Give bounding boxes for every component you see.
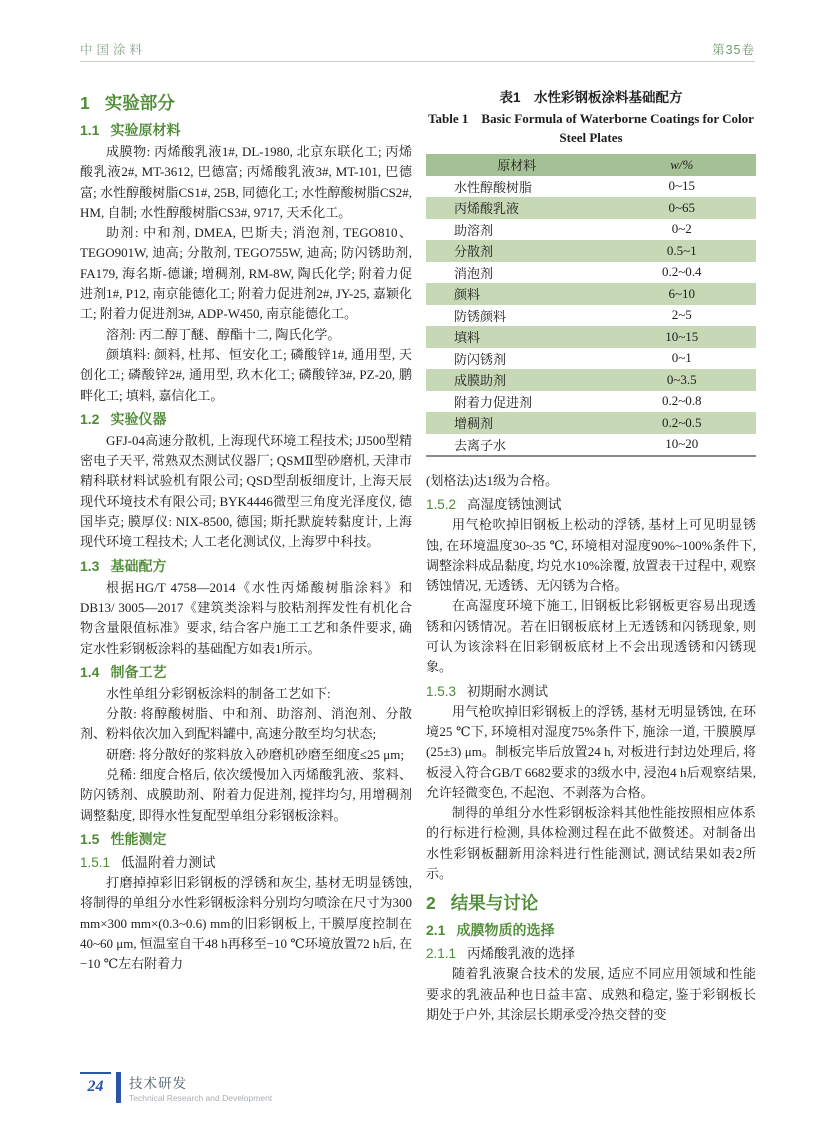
table-row xyxy=(426,391,756,413)
section-1-5-3-heading xyxy=(426,680,756,700)
paragraph-solvents: 溶剂: 丙二醇丁醚、醇酯十二, 陶氏化学。 xyxy=(106,326,341,342)
section-title: 成膜物质的选择 xyxy=(456,922,555,939)
section-title: 性能测定 xyxy=(110,830,167,847)
page-footer xyxy=(80,1072,272,1103)
section-title: 结果与讨论 xyxy=(450,893,539,914)
fraction-cell: 0~65 xyxy=(668,199,696,215)
fraction-cell: 0.2~0.4 xyxy=(661,264,702,280)
section-title: 实验原材料 xyxy=(110,122,181,138)
paragraph-dilution: 兑稀: 细度合格后, 依次缓慢加入丙烯酸乳液、浆料、防闪锈剂、成膜助剂、附着力促进剂, 搅拌均匀, 用增稠剂调整黏度, 即得水性复配型单组分彩钢板涂料。 xyxy=(80,767,412,823)
table-row xyxy=(426,283,756,305)
paragraph-instruments: GFJ-04高速分散机, 上海现代环境工程技术; JJ500型精密电子天平, 常熟双杰测试仪器厂; QSMⅡ型砂磨机, 天津市精科联材料试验机有限公司; QSD型刮板细度计, 上海天辰现代环境技术有限公司; BYK4446微型三角度光泽度仪, 德国毕克; 膜厚仪: NIX-8500, 德国; 斯托默旋转黏度计, 上海现代环境工程技术; 人工老化测试仪, 上海罗中科技。 xyxy=(80,432,412,550)
paragraph-water-resistance-test: 用气枪吹掉旧彩钢板上的浮锈, 基材无明显锈蚀, 在环境25 ℃下, 环境相对湿度75%条件下, 施涂一道, 干膜膜厚(25±3) μm。制板完毕后放置24 h, 对板进行封边处理后, 将板浸入符合GB/T 6682要求的3级水中, 浸泡4 h后观察结果, 允许轻微变色, 不起泡、不剥落为合格。 xyxy=(426,703,756,800)
section-number: 1.2 xyxy=(80,410,100,427)
table-row xyxy=(426,412,756,434)
section-number: 1.5.3 xyxy=(426,683,457,699)
column-header-material: 原材料 xyxy=(426,154,608,176)
section-1-1-heading xyxy=(80,120,412,140)
section-number: 2 xyxy=(426,893,436,914)
material-cell: 填料 xyxy=(454,330,481,346)
material-cell: 防闪锈剂 xyxy=(454,351,507,367)
section-1-5-heading xyxy=(80,829,412,849)
paragraph-pigments-fillers: 颜填料: 颜料, 杜邦、恒安化工; 磷酸锌1#, 通用型, 天创化工; 磷酸锌2#, 通用型, 玖木化工; 磷酸锌3#, PZ-20, 鹏畔化工; 填料, 嘉信化工。 xyxy=(80,346,412,403)
section-title: 高湿度锈蚀测试 xyxy=(467,497,562,513)
section-1-5-2-heading xyxy=(426,493,756,513)
section-number: 1.5.2 xyxy=(426,497,457,513)
material-cell: 防锈颜料 xyxy=(454,308,507,324)
fraction-cell: 0~15 xyxy=(668,178,696,194)
table1-caption-cn: 表1 水性彩钢板涂料基础配方 xyxy=(499,90,683,105)
table-row xyxy=(426,434,756,457)
fraction-cell: 0~1 xyxy=(671,350,692,366)
table-header-row xyxy=(426,154,756,176)
material-cell: 丙烯酸乳液 xyxy=(454,201,520,217)
material-cell: 成膜助剂 xyxy=(454,373,507,389)
section-2-heading xyxy=(426,890,756,915)
table-row xyxy=(426,176,756,198)
paragraph-process-intro: 水性单组分彩钢板涂料的制备工艺如下: xyxy=(106,685,331,701)
table-row xyxy=(426,348,756,370)
section-number: 1.4 xyxy=(80,663,100,680)
section-1-3-heading xyxy=(80,556,412,576)
section-title: 丙烯酸乳液的选择 xyxy=(467,946,576,962)
section-1-2-heading xyxy=(80,409,412,429)
right-column xyxy=(426,84,756,1025)
paragraph-film-formers: 成膜物: 丙烯酸乳液1#, DL-1980, 北京东联化工; 丙烯酸乳液2#, MT-3612, 巴德富; 丙烯酸乳液3#, MT-101, 巴德富; 水性醇酸树脂CS1#, 25B, 同德化工; 水性醇酸树脂CS2#, HM, 自制; 水性醇酸树脂CS3#, 9717, 天禾化工。 xyxy=(80,144,412,220)
fraction-cell: 0~2 xyxy=(671,221,692,237)
section-number: 1.3 xyxy=(80,557,100,574)
table-row xyxy=(426,219,756,241)
footer-label-en: Technical Research and Development xyxy=(129,1093,273,1103)
material-cell: 去离子水 xyxy=(454,437,507,453)
material-cell: 消泡剂 xyxy=(454,265,494,281)
section-number: 1.1 xyxy=(80,122,100,138)
fraction-cell: 2~5 xyxy=(671,307,692,323)
section-number: 2.1.1 xyxy=(426,946,457,962)
table-row xyxy=(426,305,756,327)
table1-caption-en: Table 1 Basic Formula of Waterborne Coatings for Color Steel Plates xyxy=(428,111,754,145)
section-1-5-1-heading xyxy=(80,851,412,871)
table-row xyxy=(426,369,756,391)
page-number: 24 xyxy=(87,1077,104,1095)
material-cell: 附着力促进剂 xyxy=(454,394,533,410)
material-cell: 分散剂 xyxy=(454,244,494,260)
fraction-cell: 0~3.5 xyxy=(666,371,697,387)
paragraph-dispersion: 分散: 将醇酸树脂、中和剂、助溶剂、消泡剂、分散剂、粉料依次加入到配料罐中, 高速分散至均匀状态; xyxy=(80,706,412,742)
material-cell: 水性醇酸树脂 xyxy=(454,179,533,195)
paragraph-emulsion-selection: 随着乳液聚合技术的发展, 适应不同应用领域和性能要求的乳液品种也日益丰富、成熟和稳定, 鉴于彩钢板长期处于户外, 其涂层长期承受冷热交替的变 xyxy=(426,966,756,1022)
paragraph-crosscut-result: (划格法)达1级为合格。 xyxy=(426,473,559,488)
section-title: 基础配方 xyxy=(110,557,167,574)
material-cell: 增稠剂 xyxy=(454,416,494,432)
fraction-cell: 0.5~1 xyxy=(666,242,697,258)
section-2-1-1-heading xyxy=(426,942,756,962)
material-cell: 助溶剂 xyxy=(454,222,494,238)
footer-divider-bar xyxy=(116,1072,121,1103)
paragraph-other-performance: 制得的单组分水性彩钢板涂料其他性能按照相应体系的行标进行检测, 具体检测过程在此不做赘述。对制备出水性彩钢板翻新用涂料进行性能测试, 测试结果如表2所示。 xyxy=(426,805,756,882)
paragraph-humidity-discussion: 在高湿度环境下施工, 旧钢板比彩钢板更容易出现透锈和闪锈情况。若在旧钢板底材上无透锈和闪锈现象, 则可认为该涂料在旧彩钢板底材上不会出现透锈和闪锈现象。 xyxy=(426,598,756,675)
left-column xyxy=(80,84,412,974)
table-row xyxy=(426,326,756,348)
journal-name: 中国涂料 xyxy=(80,43,147,57)
fraction-cell: 0.2~0.8 xyxy=(661,393,702,409)
footer-label-cn: 技术研发 xyxy=(129,1076,187,1091)
section-number: 1.5 xyxy=(80,830,100,847)
footer-labels xyxy=(129,1072,272,1103)
paragraph-low-temp-adhesion: 打磨掉掉彩旧彩钢板的浮锈和灰尘, 基材无明显锈蚀, 将制得的单组分水性彩钢板涂料分别均匀喷涂在尺寸为300 mm×300 mm×(0.3~0.6) mm的旧彩钢板上, 干膜厚度控制在40~60 μm, 恒温室自干48 h再移至−10 ℃环境放置72 h后, 在−10 ℃左右附着力 xyxy=(80,874,412,972)
fraction-cell: 10~15 xyxy=(665,328,699,344)
paragraph-grinding: 研磨: 将分散好的浆料放入砂磨机砂磨至细度≤25 μm; xyxy=(106,746,404,762)
section-title: 实验仪器 xyxy=(110,410,167,427)
page-number-box xyxy=(80,1072,111,1099)
fraction-cell: 6~10 xyxy=(668,285,696,301)
section-title: 初期耐水测试 xyxy=(467,683,549,699)
section-title: 低温附着力测试 xyxy=(121,854,216,870)
section-number: 1.5.1 xyxy=(80,854,111,870)
section-number: 1 xyxy=(80,93,90,113)
section-title: 实验部分 xyxy=(104,93,175,113)
section-1-4-heading xyxy=(80,662,412,682)
table-row xyxy=(426,240,756,262)
section-1-heading xyxy=(80,90,412,115)
running-head xyxy=(80,40,755,62)
volume-label: 第35卷 xyxy=(712,43,755,57)
fraction-cell: 10~20 xyxy=(665,436,699,452)
material-cell: 颜料 xyxy=(454,287,481,303)
table-row xyxy=(426,262,756,284)
fraction-cell: 0.2~0.5 xyxy=(661,414,702,430)
table1 xyxy=(426,154,756,457)
section-number: 2.1 xyxy=(426,922,446,939)
section-title: 制备工艺 xyxy=(110,663,167,680)
column-header-fraction: w/% xyxy=(608,154,757,176)
section-2-1-heading xyxy=(426,920,756,940)
paragraph-humidity-test: 用气枪吹掉旧钢板上松动的浮锈, 基材上可见明显锈蚀, 在环境温度30~35 ℃, 环境相对湿度90%~100%条件下, 调整涂料成品黏度, 均兑水10%涂覆, 放置表干过程中, 观察锈蚀情况, 无透锈、无闪锈为合格。 xyxy=(426,517,756,594)
paragraph-basic-formula: 根据HG/T 4758—2014《水性丙烯酸树脂涂料》和DB13/ 3005—2017《建筑类涂料与胶粘剂挥发性有机化合物含量限值标准》要求, 结合客户施工工艺和条件要求, 确定水性彩钢板涂料的基础配方如表1所示。 xyxy=(80,579,412,656)
paragraph-additives: 助剂: 中和剂, DMEA, 巴斯夫; 消泡剂, TEGO810、TEGO901W, 迪高; 分散剂, TEGO755W, 迪高; 防闪锈助剂, FA179, 海名斯-德谦; 增稠剂, RM-8W, 陶氏化学; 附着力促进剂1#, P12, 南京能德化工; 附着力促进剂2#, JY-25, 嘉颖化工; 附着力促进剂3#, ADP-W450, 南京能德化工。 xyxy=(80,225,412,322)
table-row xyxy=(426,197,756,219)
